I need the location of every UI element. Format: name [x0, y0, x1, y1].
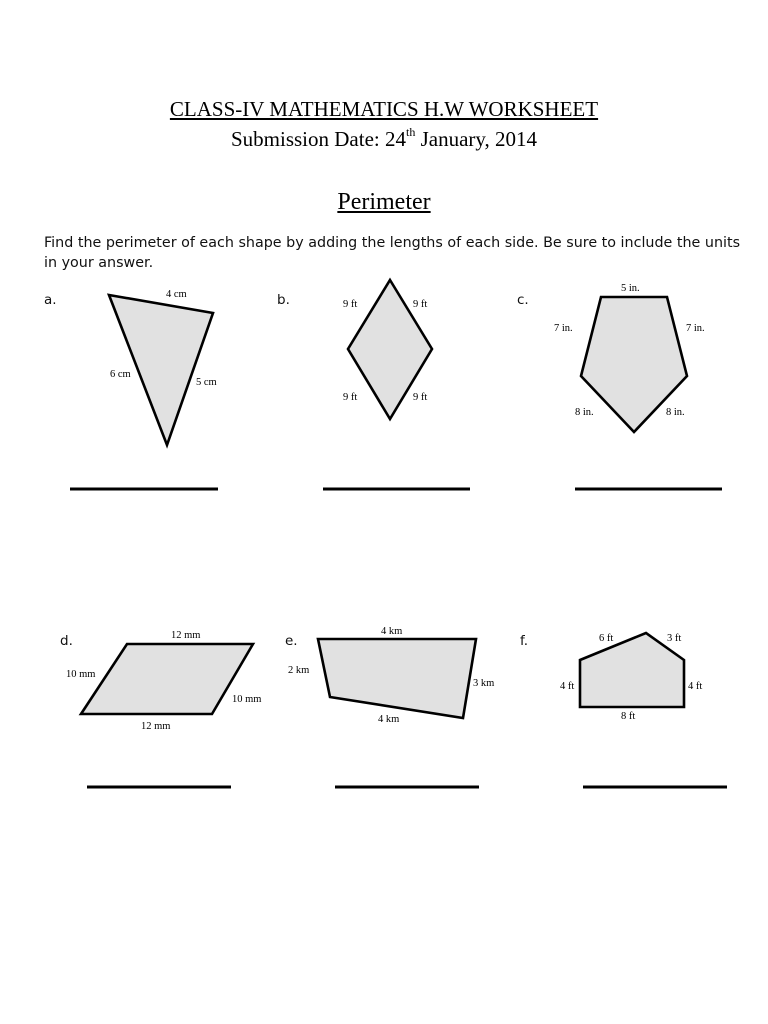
- instructions-text: Find the perimeter of each shape by adding the lengths of each side. Be sure to include the units in your answer.: [44, 235, 741, 271]
- side-label-f-upper-left: 6 ft: [599, 633, 614, 644]
- side-label-c-lower-left: 8 in.: [575, 407, 594, 418]
- problem-letter-f: f.: [520, 633, 529, 649]
- side-label-a-left: 6 cm: [110, 369, 131, 380]
- side-label-c-top: 5 in.: [621, 283, 640, 294]
- side-label-d-bottom: 12 mm: [141, 721, 171, 732]
- side-label-d-top: 12 mm: [171, 630, 201, 641]
- side-label-e-top: 4 km: [381, 626, 403, 637]
- problem-letter-d: d.: [60, 633, 73, 649]
- submission-date-prefix: Submission Date: 24: [230, 127, 406, 151]
- side-label-d-left: 10 mm: [66, 669, 96, 680]
- problem-letter-c: c.: [517, 292, 529, 308]
- side-label-e-right: 3 km: [473, 678, 495, 689]
- problem-f: [520, 633, 727, 787]
- side-label-f-upper-right: 3 ft: [667, 633, 682, 644]
- side-label-f-bottom: 8 ft: [621, 711, 636, 722]
- problem-d: [60, 630, 261, 787]
- side-label-b-top-right: 9 ft: [413, 299, 428, 310]
- submission-date-suffix: January, 2014: [415, 127, 538, 151]
- topic-heading: Perimeter: [337, 189, 431, 215]
- problem-a: [44, 289, 218, 489]
- side-label-a-top: 4 cm: [166, 289, 187, 300]
- side-label-d-right: 10 mm: [232, 694, 262, 705]
- problem-letter-b: b.: [277, 292, 290, 308]
- side-label-b-top-left: 9 ft: [343, 299, 358, 310]
- side-label-c-upper-right: 7 in.: [686, 323, 705, 334]
- quadrilateral-shape: [318, 639, 476, 718]
- problem-b: [277, 280, 470, 489]
- side-label-a-right: 5 cm: [196, 377, 217, 388]
- parallelogram-shape: [81, 644, 253, 714]
- problem-c: [517, 283, 722, 489]
- side-label-e-bottom: 4 km: [378, 714, 400, 725]
- house-shape: [580, 633, 684, 707]
- worksheet-title: CLASS-IV MATHEMATICS H.W WORKSHEET: [169, 97, 599, 121]
- side-label-f-left: 4 ft: [560, 681, 575, 692]
- side-label-b-bottom-right: 9 ft: [413, 392, 428, 403]
- side-label-e-left: 2 km: [288, 665, 310, 676]
- submission-date-ordinal: th: [405, 125, 416, 139]
- side-label-f-right: 4 ft: [688, 681, 703, 692]
- side-label-c-lower-right: 8 in.: [666, 407, 685, 418]
- side-label-b-bottom-left: 9 ft: [343, 392, 358, 403]
- problem-letter-a: a.: [44, 292, 57, 308]
- problem-e: [285, 626, 494, 787]
- problem-letter-e: e.: [285, 633, 298, 649]
- side-label-c-upper-left: 7 in.: [554, 323, 573, 334]
